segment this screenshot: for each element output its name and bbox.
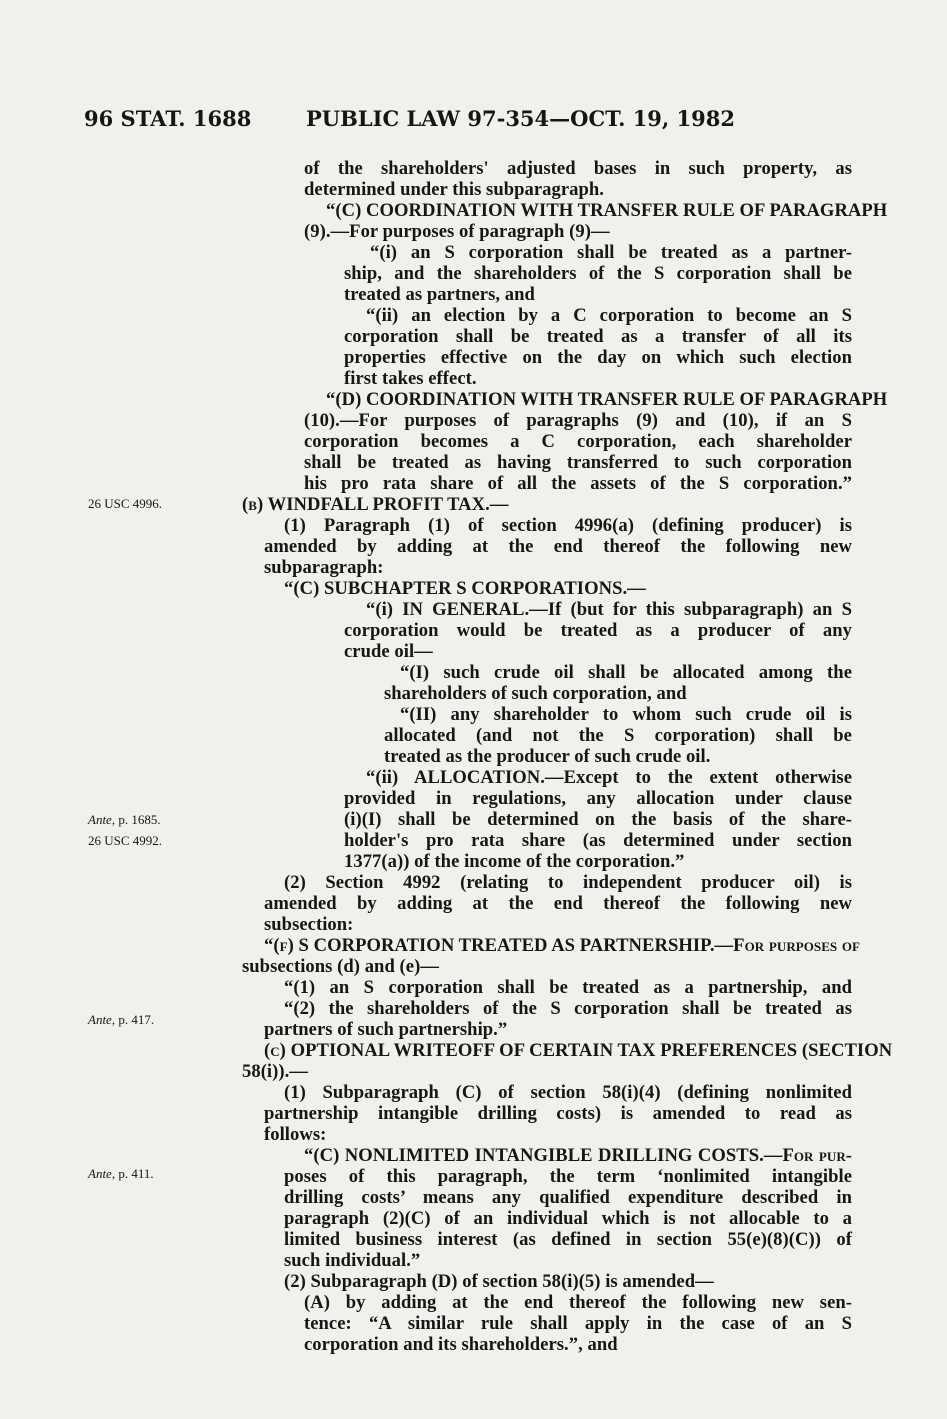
text-line: “(D) COORDINATION WITH TRANSFER RULE OF PARAGRAPH <box>326 389 888 410</box>
text-line: “(I) such crude oil shall be allocated among the <box>400 662 852 683</box>
text-line: his pro rata share of all the assets of the S corporation.” <box>304 473 852 494</box>
text-line: corporation shall be treated as a transfer of all its <box>344 326 852 347</box>
text-line: properties effective on the day on which such election <box>344 347 852 368</box>
text-line: “(1) an S corporation shall be treated as a partnership, and <box>284 977 852 998</box>
margin-note: Ante, p. 411. <box>88 1166 154 1181</box>
text-line: amended by adding at the end thereof the following new <box>264 893 852 914</box>
text-line: (1) Paragraph (1) of section 4996(a) (defining producer) is <box>284 515 852 536</box>
text-line: (1) Subparagraph (C) of section 58(i)(4) (defining nonlimited <box>284 1082 852 1103</box>
text-line: provided in regulations, any allocation under clause <box>344 788 852 809</box>
text-line: partners of such partnership.” <box>264 1019 508 1040</box>
margin-note: Ante, p. 417. <box>88 1012 155 1027</box>
text-line: limited business interest (as defined in section 55(e)(8)(C)) of <box>284 1229 852 1250</box>
text-line: “(ii) an election by a C corporation to become an S <box>366 305 852 326</box>
text-line: determined under this subparagraph. <box>304 179 604 200</box>
text-line: drilling costs’ means any qualified expenditure described in <box>284 1187 852 1208</box>
subsection-heading: (c) OPTIONAL WRITEOFF OF CERTAIN TAX PREFERENCES (SECTION <box>264 1040 893 1061</box>
text-line: first takes effect. <box>344 368 477 389</box>
text-line: (9).—For purposes of paragraph (9)— <box>304 221 610 242</box>
text-line: “(i) IN GENERAL.—If (but for this subparagraph) an S <box>366 599 852 620</box>
text-line: follows: <box>264 1124 327 1145</box>
text-line: subsections (d) and (e)— <box>242 956 439 977</box>
text-line: shall be treated as having transferred to such corporation <box>304 452 852 473</box>
text-line: “(C) COORDINATION WITH TRANSFER RULE OF PARAGRAPH <box>326 200 888 221</box>
text-line: 58(i)).— <box>242 1061 308 1082</box>
text-line: crude oil— <box>344 641 433 662</box>
text-line: poses of this paragraph, the term ‘nonlimited intangible <box>284 1166 852 1187</box>
text-line: “(C) NONLIMITED INTANGIBLE DRILLING COSTS.—For pur- <box>304 1145 852 1166</box>
text-line: holder's pro rata share (as determined under section <box>344 830 852 851</box>
text-line: shareholders of such corporation, and <box>384 683 687 704</box>
text-line: corporation would be treated as a producer of any <box>344 620 852 641</box>
text-line: corporation becomes a C corporation, each shareholder <box>304 431 852 452</box>
subsection-heading: (b) WINDFALL PROFIT TAX.— <box>242 494 509 515</box>
text-line: subsection: <box>264 914 354 935</box>
margin-note: 26 USC 4996. <box>88 496 163 511</box>
statute-page-citation: 96 STAT. 1688 <box>84 106 252 131</box>
margin-note: 26 USC 4992. <box>88 833 163 848</box>
text-line: (i)(I) shall be determined on the basis of the share- <box>344 809 852 830</box>
text-line: corporation and its shareholders.”, and <box>304 1334 618 1355</box>
text-line: treated as the producer of such crude oil. <box>384 746 711 767</box>
page-header <box>84 106 864 142</box>
text-line: subparagraph: <box>264 557 384 578</box>
text-line: tence: “A similar rule shall apply in the case of an S <box>304 1313 852 1334</box>
text-line: 1377(a)) of the income of the corporation.” <box>344 851 685 872</box>
text-line: paragraph (2)(C) of an individual which is not allocable to a <box>284 1208 852 1229</box>
text-line: “(f) S CORPORATION TREATED AS PARTNERSHIP.—For purposes of <box>264 935 861 956</box>
margin-note: Ante, p. 1685. <box>88 812 161 827</box>
text-line: ship, and the shareholders of the S corporation shall be <box>344 263 852 284</box>
text-line: amended by adding at the end thereof the following new <box>264 536 852 557</box>
text-line: allocated (and not the S corporation) shall be <box>384 725 852 746</box>
text-line: “(i) an S corporation shall be treated as a partner- <box>370 242 852 263</box>
text-line: “(2) the shareholders of the S corporation shall be treated as <box>284 998 852 1019</box>
text-line: (2) Subparagraph (D) of section 58(i)(5) is amended— <box>284 1271 714 1292</box>
text-line: (A) by adding at the end thereof the following new sen- <box>304 1292 852 1313</box>
text-line: (10).—For purposes of paragraphs (9) and (10), if an S <box>304 410 852 431</box>
public-law-title: PUBLIC LAW 97-354—OCT. 19, 1982 <box>306 106 735 131</box>
text-line: “(ii) ALLOCATION.—Except to the extent otherwise <box>366 767 852 788</box>
text-line: such individual.” <box>284 1250 421 1271</box>
text-line: partnership intangible drilling costs) is amended to read as <box>264 1103 852 1124</box>
text-line: of the shareholders' adjusted bases in such property, as <box>304 158 852 179</box>
text-line: treated as partners, and <box>344 284 535 305</box>
text-line: (2) Section 4992 (relating to independent producer oil) is <box>284 872 852 893</box>
text-line: “(II) any shareholder to whom such crude oil is <box>400 704 852 725</box>
text-line: “(C) SUBCHAPTER S CORPORATIONS.— <box>284 578 646 599</box>
